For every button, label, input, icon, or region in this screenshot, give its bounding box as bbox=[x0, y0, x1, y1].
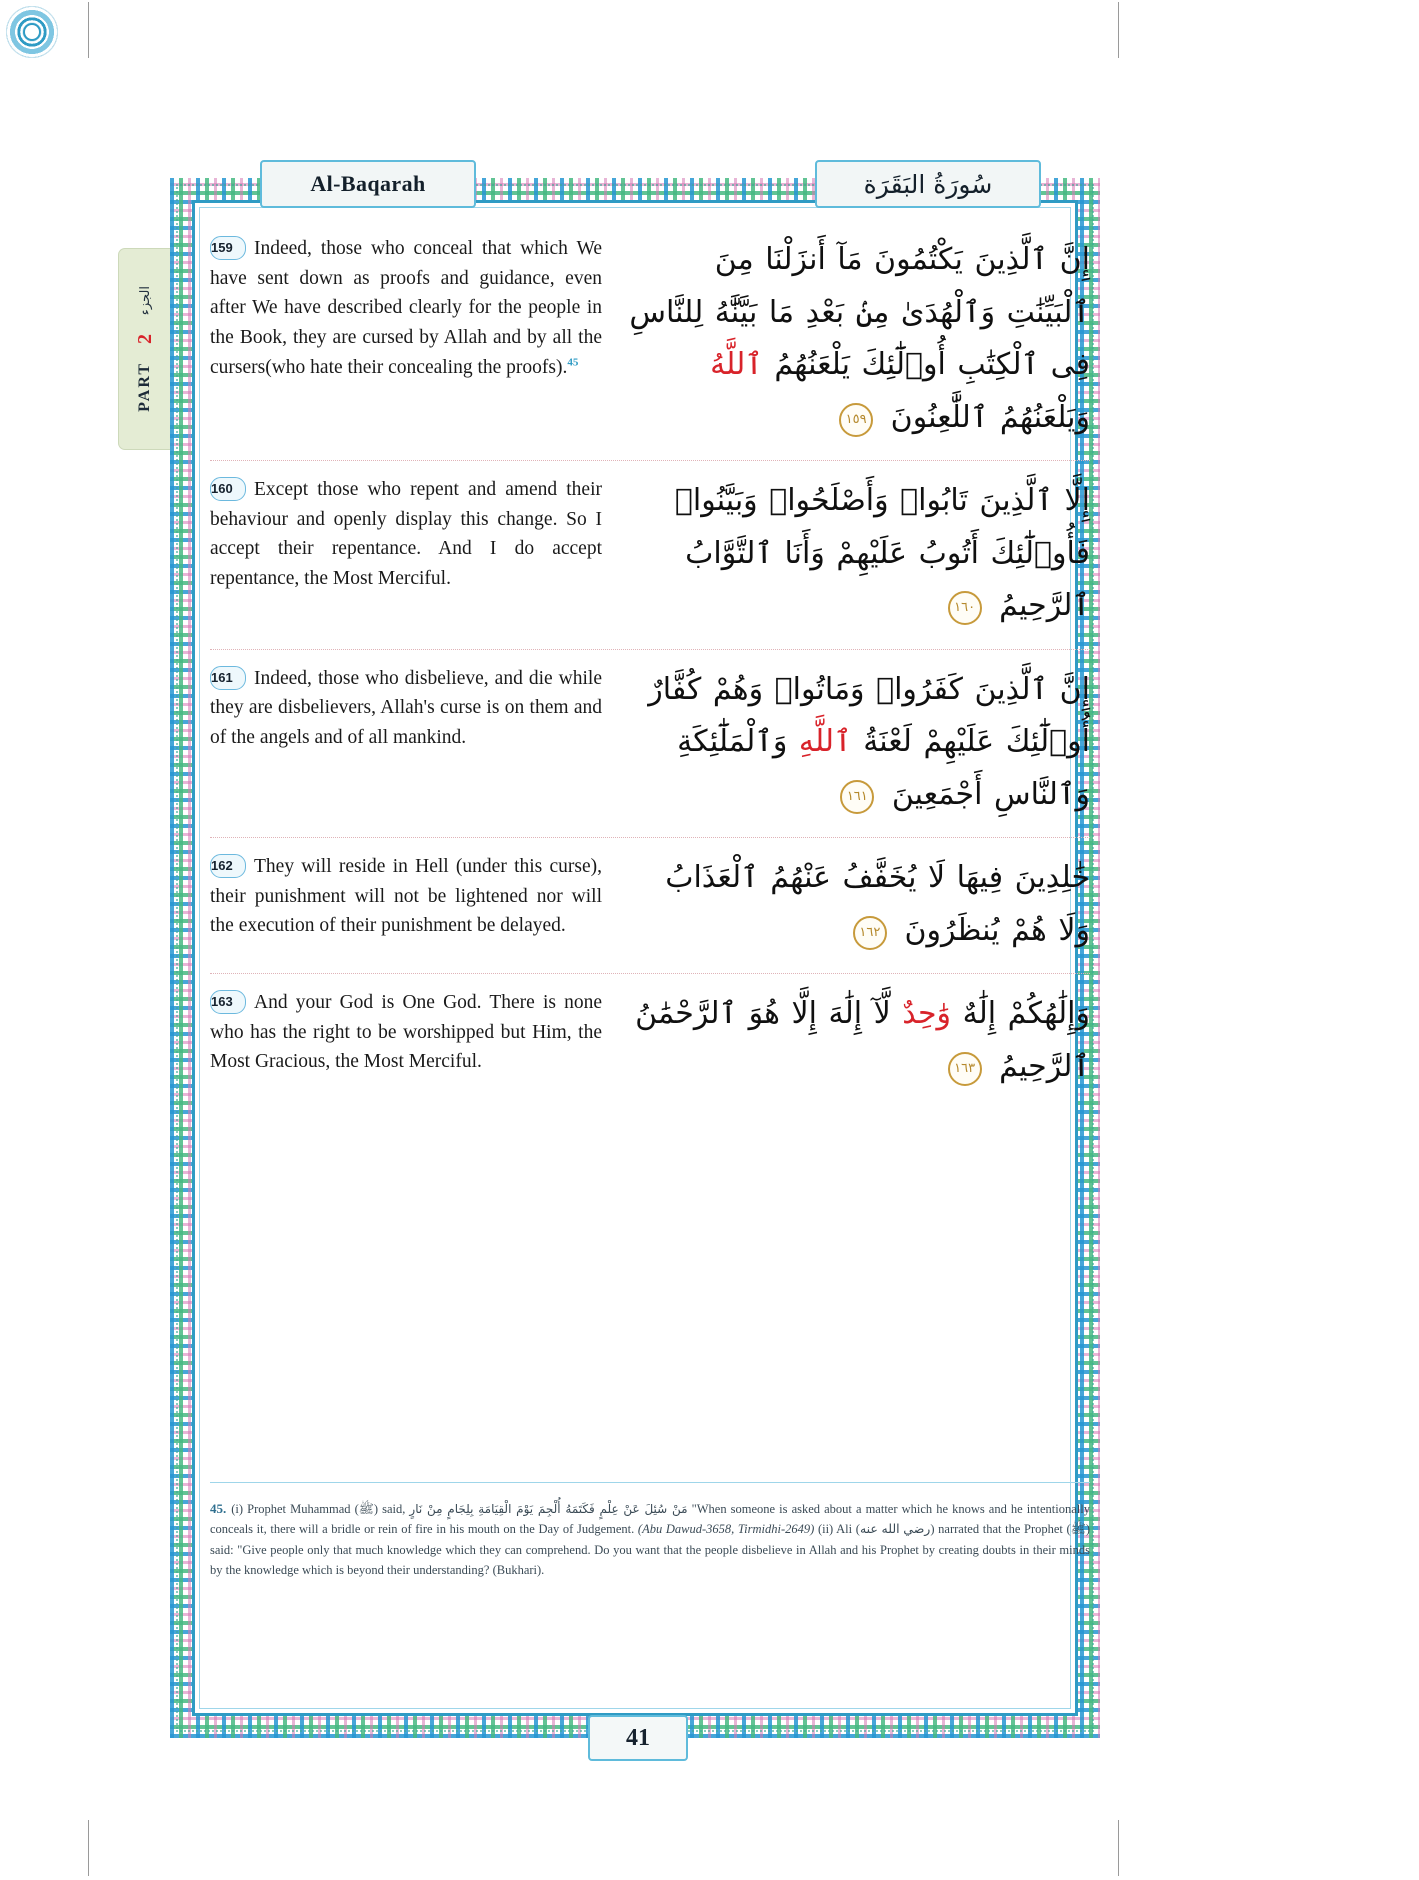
verse-number-badge: 159 bbox=[210, 236, 246, 260]
verse-english-text bbox=[210, 852, 602, 941]
verse-english-column bbox=[210, 852, 602, 941]
verse-arabic-text bbox=[628, 664, 1090, 822]
crop-mark-top-right bbox=[1118, 2, 1119, 58]
footnote-reference-marker[interactable]: 45 bbox=[567, 356, 579, 368]
footnote-divider bbox=[210, 1482, 1090, 1483]
part-tab-label: PART bbox=[136, 361, 153, 412]
verse-english-body: Indeed, those who conceal that which We have sent down as proofs and guidance, even after We have described clearly for the people in the Book, they are cursed by Allah and by all the cursers(who hate their concealing the proofs). bbox=[210, 238, 602, 378]
verse-number-badge: 161 bbox=[210, 666, 246, 690]
part-tab-arabic-label: الجزء bbox=[137, 286, 152, 316]
verse-arabic-text bbox=[628, 475, 1090, 633]
verse-arabic-body: خَٰلِدِينَ فِيهَا لَا يُخَفَّفُ عَنْهُمُ ٱلْعَذَابُ وَلَا هُمْ يُنظَرُونَ bbox=[665, 860, 1090, 948]
verse-arabic-tail: وَٱلْمَلَٰٓئِكَةِ وَٱلنَّاسِ أَجْمَعِينَ bbox=[677, 724, 1090, 812]
verse-number-badge: 162 bbox=[210, 854, 246, 878]
verse-english-column bbox=[210, 234, 602, 382]
crop-mark-bottom-right bbox=[1118, 1820, 1119, 1876]
verse-arabic-allah: ٱللَّهِ bbox=[798, 724, 852, 759]
verse-english-body: They will reside in Hell (under this curse), their punishment will not be lightened nor will the execution of their punishment be delayed. bbox=[210, 856, 602, 937]
crop-mark-bottom-left bbox=[88, 1820, 89, 1876]
verse-english-text bbox=[210, 475, 602, 594]
crop-mark-top-left bbox=[88, 2, 89, 58]
quran-page bbox=[60, 60, 1150, 1760]
verse-list bbox=[210, 220, 1090, 1470]
verse-arabic-column bbox=[628, 988, 1090, 1093]
verse-arabic-tail: وَيَلْعَنُهُمُ ٱللَّٰعِنُونَ bbox=[890, 399, 1090, 435]
verse-arabic-allah: وَٰحِدٌ bbox=[902, 996, 952, 1031]
verse-arabic-body: إِنَّ ٱلَّذِينَ يَكْتُمُونَ مَآ أَنزَلْنَا مِنَ ٱلْبَيِّنَٰتِ وَٱلْهُدَىٰ مِنۢ بَعْدِ مَا بَيَّنَّٰهُ لِلنَّاسِ فِى ٱلْكِتَٰبِ أُو۟لَٰٓئِكَ يَلْعَنُهُمُ bbox=[629, 242, 1090, 382]
footnote-source-one: (Abu Dawud-3658, Tirmidhi-2649) bbox=[637, 1522, 815, 1537]
verse-english-body: Except those who repent and amend their behaviour and openly display this change. So I accept their repentance. And I do accept repentance, the Most Merciful. bbox=[210, 479, 602, 589]
page-number: 41 bbox=[626, 1724, 650, 1751]
footnote-part-one: (i) Prophet Muhammad (ﷺ) said, bbox=[231, 1502, 406, 1516]
verse-end-rosette: ١٦١ bbox=[840, 780, 874, 814]
verse-english-text bbox=[210, 988, 602, 1077]
verse-arabic-column bbox=[628, 234, 1090, 444]
verse-row bbox=[210, 220, 1090, 461]
footnote-part-three: (ii) Ali (رضي الله عنه) narrated that the Prophet (ﷺ) said: "Give people only that much knowledge which they can comprehend. Do you want that the people disbelieve in Allah and his Prophet by creating doubts in their minds by the knowledge which is beyond their understanding? (Bukhari). bbox=[210, 1522, 1090, 1577]
verse-arabic-text bbox=[628, 852, 1090, 957]
verse-english-column bbox=[210, 475, 602, 594]
verse-arabic-allah: ٱللَّهُ bbox=[710, 347, 763, 382]
surah-name-arabic: سُورَةُ البَقَرَة bbox=[863, 169, 993, 199]
verse-arabic-text bbox=[628, 234, 1090, 444]
surah-name-plate-english bbox=[260, 160, 476, 208]
surah-name-plate-arabic bbox=[815, 160, 1041, 208]
verse-arabic-column bbox=[628, 475, 1090, 633]
verse-arabic-body: إِلَّا ٱلَّذِينَ تَابُوا۟ وَأَصْلَحُوا۟ وَبَيَّنُوا۟ فَأُو۟لَٰٓئِكَ أَتُوبُ عَلَيْهِمْ وَأَنَا ٱلتَّوَّابُ ٱلرَّحِيمُ bbox=[674, 483, 1090, 623]
verse-arabic-column bbox=[628, 664, 1090, 822]
verse-english-column bbox=[210, 988, 602, 1077]
footnote-arabic-quote: مَنْ سُئِلَ عَنْ عِلْمٍ فَكَتَمَهُ أُلْجِمَ يَوْمَ الْقِيَامَةِ بِلِجَامٍ مِنْ نَارٍ bbox=[409, 1502, 688, 1516]
verse-english-column bbox=[210, 664, 602, 753]
footnote-number: 45. bbox=[210, 1501, 227, 1516]
surah-name-english: Al-Baqarah bbox=[310, 171, 426, 196]
verse-row bbox=[210, 461, 1090, 650]
part-tab-number: 2 bbox=[133, 333, 156, 344]
footnote-block bbox=[210, 1498, 1090, 1580]
verse-arabic-body: وَإِلَٰهُكُمْ إِلَٰهٌ bbox=[962, 996, 1090, 1031]
verse-end-rosette: ١٥٩ bbox=[839, 403, 873, 437]
verse-row bbox=[210, 974, 1090, 1109]
verse-english-text bbox=[210, 234, 602, 382]
verse-end-rosette: ١٦٠ bbox=[948, 591, 982, 625]
verse-number-badge: 160 bbox=[210, 477, 246, 501]
footnote-part-two: "When someone is asked about a matter which he knows and he intentionally conceals it, there will a bridle or rein of fire in his mouth on the Day of Judgement. bbox=[210, 1502, 1090, 1537]
verse-arabic-body: إِنَّ ٱلَّذِينَ كَفَرُوا۟ وَمَاتُوا۟ وَهُمْ كُفَّارٌ أُو۟لَٰٓئِكَ عَلَيْهِمْ لَعْنَةُ bbox=[648, 671, 1090, 759]
verse-row bbox=[210, 838, 1090, 974]
verse-english-body: And your God is One God. There is none who has the right to be worshipped but Him, the Most Gracious, the Most Merciful. bbox=[210, 992, 602, 1073]
verse-arabic-tail: لَّآ إِلَٰهَ إِلَّا هُوَ ٱلرَّحْمَٰنُ ٱلرَّحِيمُ bbox=[635, 996, 1090, 1084]
verse-arabic-column bbox=[628, 852, 1090, 957]
verse-english-text bbox=[210, 664, 602, 753]
verse-arabic-text bbox=[628, 988, 1090, 1093]
verse-english-body: Indeed, those who disbelieve, and die while they are disbelievers, Allah's curse is on them and of the angels and of all mankind. bbox=[210, 667, 602, 748]
verse-end-rosette: ١٦٣ bbox=[948, 1052, 982, 1086]
scan-watermark-icon bbox=[6, 6, 58, 58]
verse-end-rosette: ١٦٢ bbox=[853, 916, 887, 950]
part-tab[interactable] bbox=[118, 248, 171, 450]
verse-number-badge: 163 bbox=[210, 990, 246, 1014]
page-number-plate bbox=[588, 1715, 688, 1761]
verse-row bbox=[210, 650, 1090, 839]
